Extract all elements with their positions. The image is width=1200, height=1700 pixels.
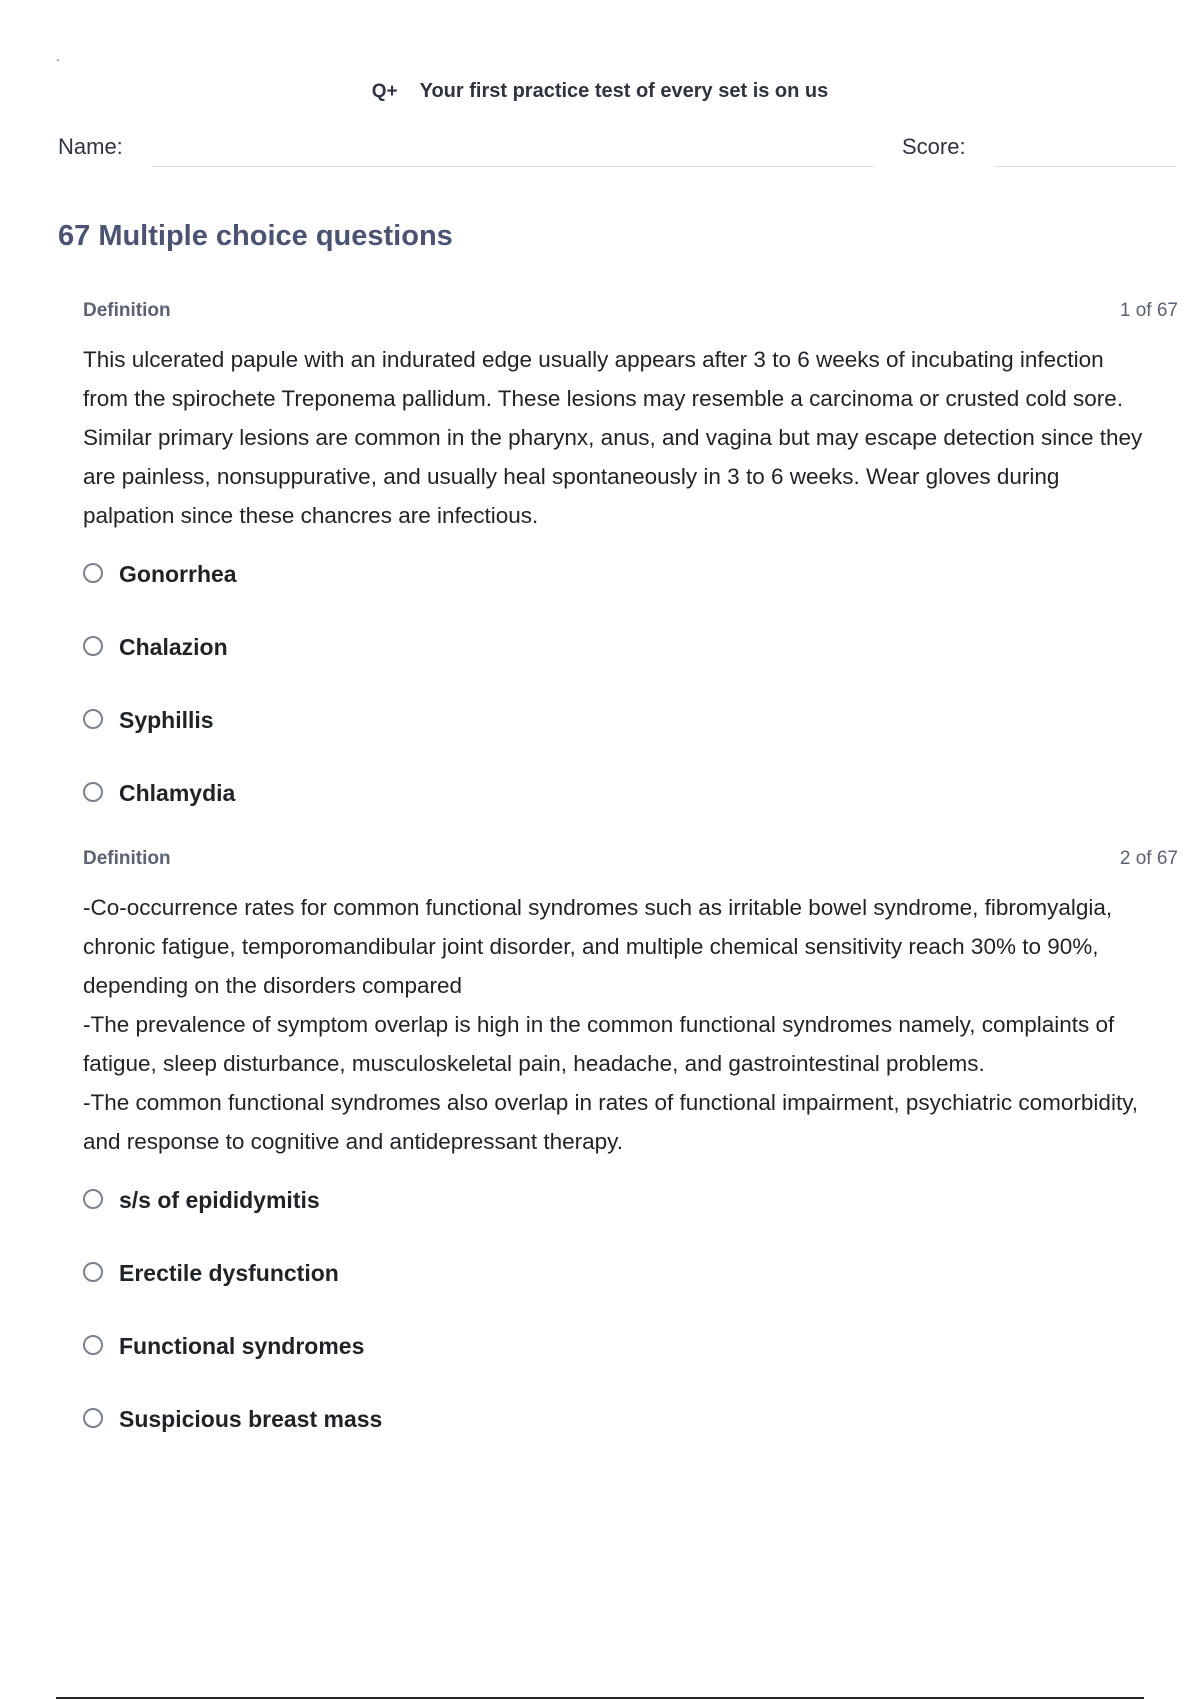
question-counter: 1 of 67 bbox=[1119, 300, 1178, 321]
answer-options bbox=[83, 1187, 1178, 1479]
question-paragraph: -Co-occurrence rates for common functional syndromes such as irritable bowel syndrome, fibromyalgia, chronic fatigue, temporomandibular joint disorder, and multiple chemical sensitivity reach 30% to 90%, depending on the disorders compared bbox=[83, 895, 1113, 998]
radio-button[interactable] bbox=[83, 1189, 103, 1209]
question-card bbox=[83, 300, 1178, 853]
question-counter: 2 of 67 bbox=[1119, 848, 1178, 869]
question-type: Definition bbox=[83, 300, 171, 321]
option-label: Suspicious breast mass bbox=[119, 1406, 383, 1432]
question-text bbox=[83, 888, 1143, 1161]
answer-option[interactable] bbox=[83, 561, 1178, 634]
question-text bbox=[83, 340, 1143, 535]
radio-button[interactable] bbox=[83, 636, 103, 656]
answer-option[interactable] bbox=[83, 1260, 1178, 1333]
answer-option[interactable] bbox=[83, 1406, 1178, 1479]
radio-button[interactable] bbox=[83, 1408, 103, 1428]
promo-text: Your first practice test of every set is on us bbox=[419, 80, 829, 102]
radio-button[interactable] bbox=[83, 709, 103, 729]
answer-option[interactable] bbox=[83, 780, 1178, 853]
question-paragraph: -The common functional syndromes also overlap in rates of functional impairment, psychiatric comorbidity, and response to cognitive and antidepressant therapy. bbox=[83, 1090, 1139, 1154]
question-type: Definition bbox=[83, 848, 171, 869]
question-header bbox=[83, 300, 1178, 326]
page-mark: . bbox=[56, 48, 60, 64]
radio-button[interactable] bbox=[83, 563, 103, 583]
score-field[interactable] bbox=[994, 166, 1176, 167]
radio-button[interactable] bbox=[83, 1335, 103, 1355]
question-card bbox=[83, 848, 1178, 1479]
question-paragraph: -The prevalence of symptom overlap is high in the common functional syndromes namely, complaints of fatigue, sleep disturbance, musculoskeletal pain, headache, and gastrointestinal problems. bbox=[83, 1012, 1115, 1076]
question-header bbox=[83, 848, 1178, 874]
promo-banner[interactable] bbox=[0, 80, 1200, 103]
option-label: Erectile dysfunction bbox=[119, 1260, 339, 1286]
answer-options bbox=[83, 561, 1178, 853]
name-label: Name: bbox=[58, 134, 123, 159]
option-label: Gonorrhea bbox=[119, 561, 237, 587]
answer-option[interactable] bbox=[83, 707, 1178, 780]
option-label: Chlamydia bbox=[119, 780, 236, 806]
option-label: Chalazion bbox=[119, 634, 228, 660]
answer-option[interactable] bbox=[83, 1187, 1178, 1260]
radio-button[interactable] bbox=[83, 1262, 103, 1282]
radio-button[interactable] bbox=[83, 782, 103, 802]
name-field[interactable] bbox=[152, 166, 874, 167]
quiz-plus-icon: Q+ bbox=[371, 81, 398, 102]
option-label: Syphillis bbox=[119, 707, 214, 733]
answer-option[interactable] bbox=[83, 1333, 1178, 1406]
option-label: s/s of epididymitis bbox=[119, 1187, 320, 1213]
option-label: Functional syndromes bbox=[119, 1333, 365, 1359]
page-bottom-divider bbox=[56, 1697, 1144, 1699]
answer-option[interactable] bbox=[83, 634, 1178, 707]
section-title: 67 Multiple choice questions bbox=[58, 220, 453, 252]
name-score-row bbox=[58, 130, 1170, 170]
score-label: Score: bbox=[902, 134, 966, 159]
question-paragraph: This ulcerated papule with an indurated edge usually appears after 3 to 6 weeks of incubating infection from the spirochete Treponema pallidum. These lesions may resemble a carcinoma or crusted cold sore. Similar primary lesions are common in the pharynx, anus, and vagina but may escape detection since they are painless, nonsuppurative, and usually heal spontaneously in 3 to 6 weeks. Wear gloves during palpation since these chancres are infectious. bbox=[83, 347, 1143, 528]
